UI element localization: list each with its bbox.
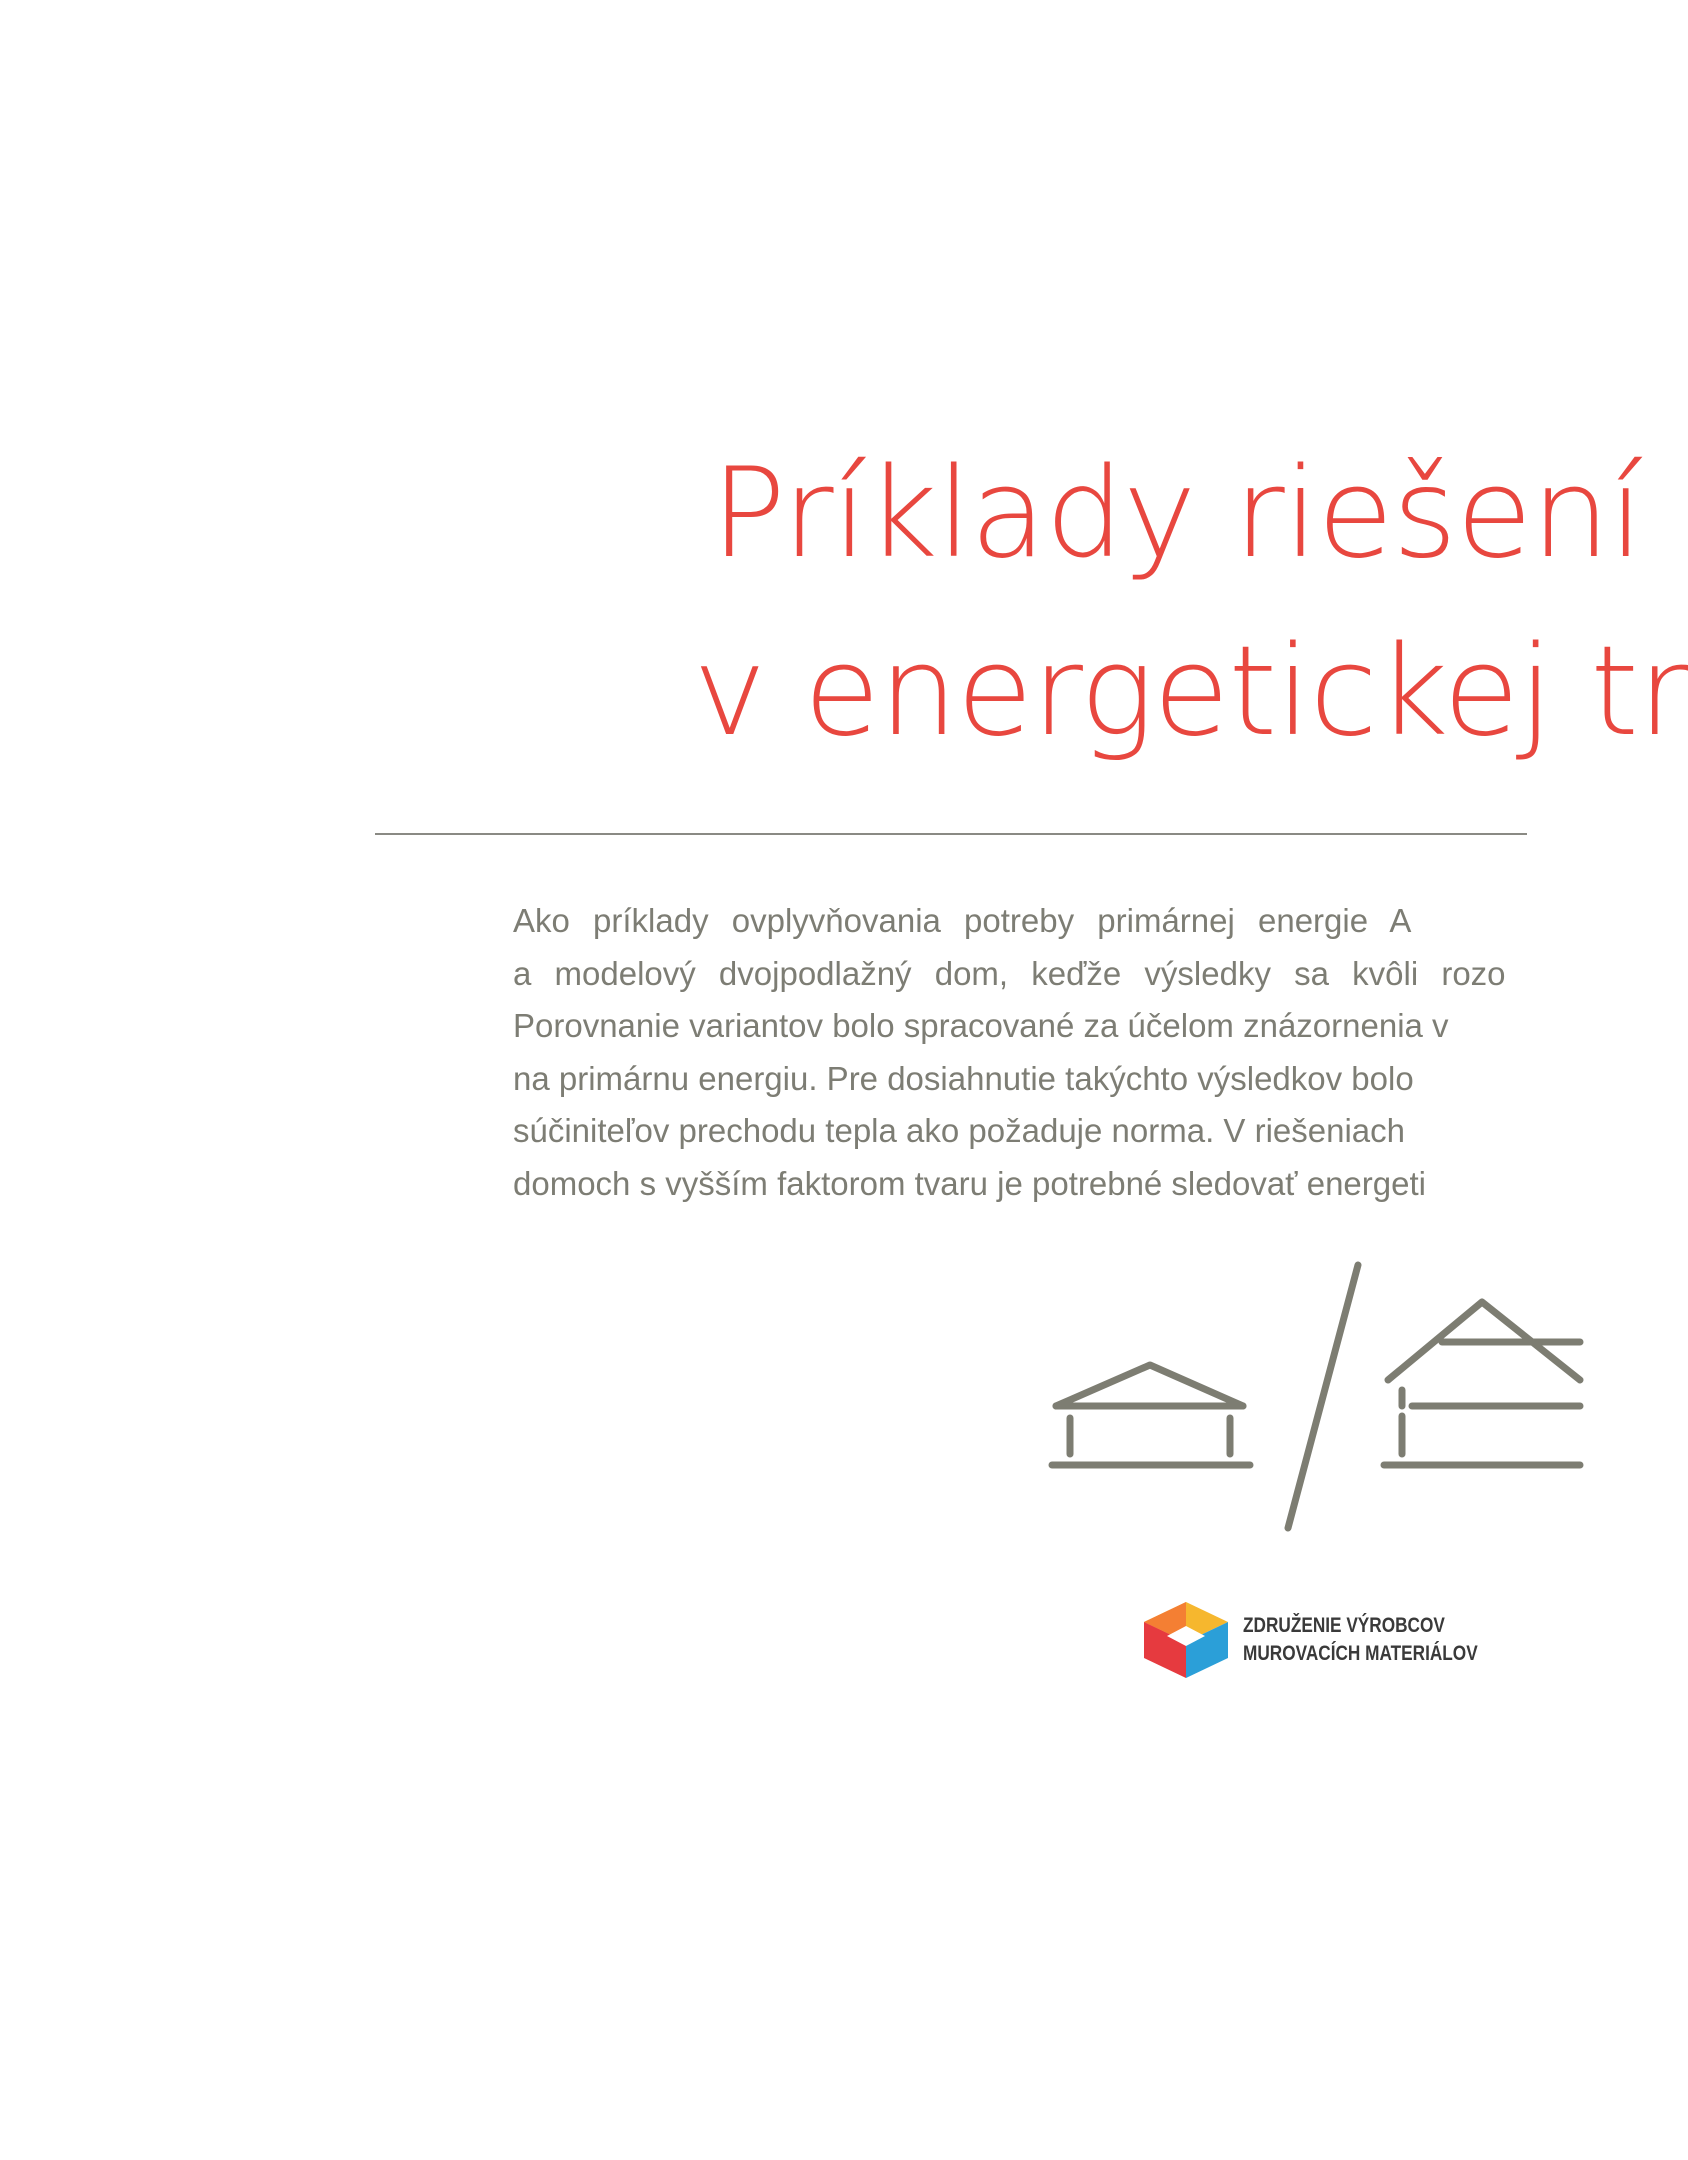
paragraph-line-1: Ako príklady ovplyvňovania potreby primárnej energie A [513,902,1412,939]
logo-text-line-1: ZDRUŽENIE VÝROBCOV [1243,1614,1445,1637]
intro-paragraph [513,895,1527,1210]
paragraph-line-3: Porovnanie variantov bolo spracované za účelom znázornenia v [513,1007,1449,1044]
paragraph-line-2: a modelový dvojpodlažný dom, keďže výsledky sa kvôli rozo [513,954,1506,992]
page-title-text-1: Príklady riešení [711,442,1643,586]
single-storey-house-icon [1052,1365,1250,1465]
paragraph-line-5: súčiniteľov prechodu tepla ako požaduje norma. V riešeniach [513,1112,1405,1149]
horizontal-divider [375,833,1527,835]
paragraph-line-6: domoch s vyšším faktorom tvaru je potrebné sledovať energeti [513,1164,1426,1202]
logo-text-line-2: MUROVACÍCH MATERIÁLOV [1243,1642,1478,1665]
two-storey-house-icon [1384,1302,1580,1465]
house-comparison-icons [1040,1250,1527,1545]
association-logo [1143,1600,1527,1680]
house-icons-svg [1040,1250,1527,1540]
cube-logo-icon [1143,1600,1229,1680]
page-title-text-2: v energetickej tr [693,620,1688,764]
paragraph-line-4: na primárnu energiu. Pre dosiahnutie takýchto výsledkov bolo [513,1059,1414,1097]
slash-divider-icon [1288,1265,1358,1528]
logo-text [1243,1612,1478,1668]
